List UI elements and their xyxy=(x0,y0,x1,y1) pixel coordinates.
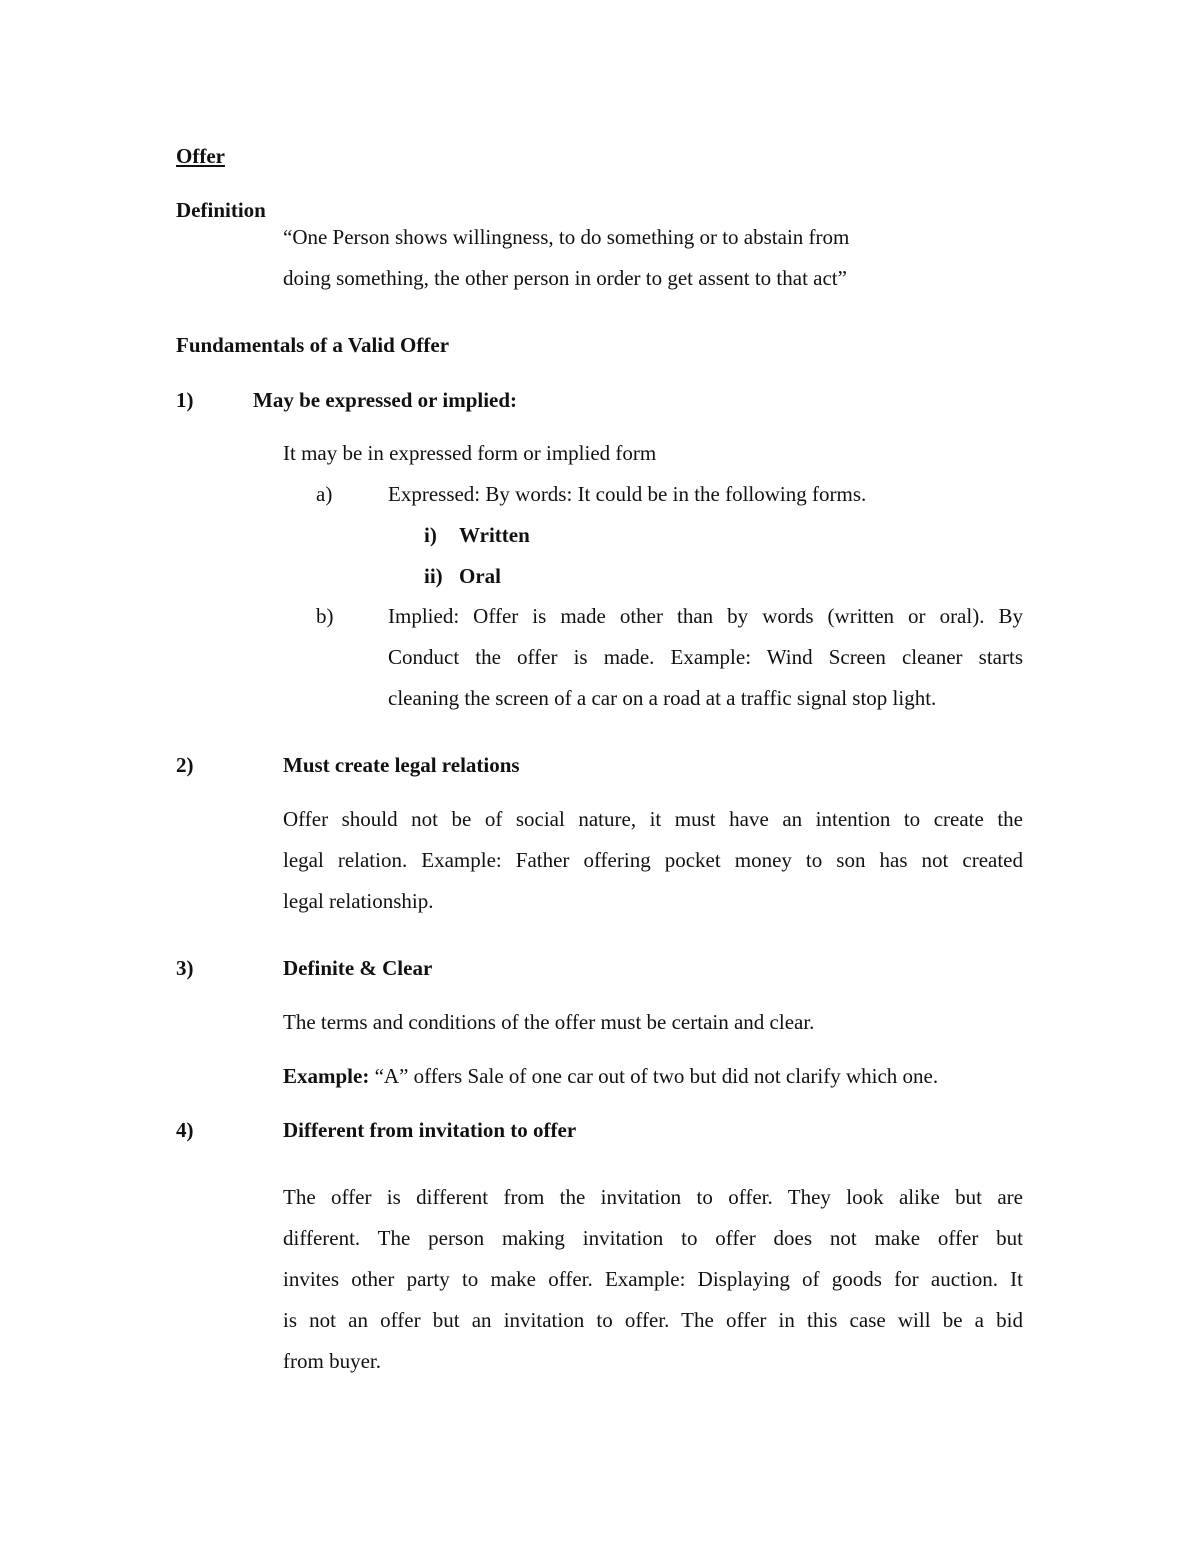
section-number: 2) xyxy=(176,753,194,777)
section-heading: Must create legal relations xyxy=(283,753,520,777)
page-title: Offer xyxy=(176,144,225,168)
section-number: 1) xyxy=(176,388,194,412)
section-number: 3) xyxy=(176,956,194,980)
section-number: 4) xyxy=(176,1118,194,1142)
definition-line: “One Person shows willingness, to do something or to abstain from xyxy=(283,225,850,249)
paragraph-line: from buyer. xyxy=(283,1349,381,1373)
section-heading: Different from invitation to offer xyxy=(283,1118,577,1142)
sublist-item-label: Written xyxy=(459,523,530,547)
section-heading: Definite & Clear xyxy=(283,956,433,980)
paragraph-line: invites other party to make offer. Example: Displaying of goods for auction. It xyxy=(283,1267,1023,1291)
list-item-text: Expressed: By words: It could be in the following forms. xyxy=(388,482,867,506)
list-item-text: Conduct the offer is made. Example: Wind Screen cleaner starts xyxy=(388,645,1023,669)
list-marker: a) xyxy=(316,482,333,506)
example-line xyxy=(283,1066,938,1087)
list-item-text: Implied: Offer is made other than by words (written or oral). By xyxy=(388,604,1023,628)
example-label: Example: xyxy=(283,1064,370,1088)
list-item-text: cleaning the screen of a car on a road at a traffic signal stop light. xyxy=(388,686,937,710)
fundamentals-heading: Fundamentals of a Valid Offer xyxy=(176,333,450,357)
paragraph-line: legal relation. Example: Father offering pocket money to son has not created xyxy=(283,848,1023,872)
definition-heading: Definition xyxy=(176,198,266,222)
list-marker: b) xyxy=(316,604,334,628)
paragraph-line: The offer is different from the invitation to offer. They look alike but are xyxy=(283,1185,1023,1209)
definition-line: doing something, the other person in order to get assent to that act” xyxy=(283,266,847,290)
section-intro: It may be in expressed form or implied form xyxy=(283,441,657,465)
paragraph-line: Offer should not be of social nature, it must have an intention to create the xyxy=(283,807,1023,831)
sublist-item-label: Oral xyxy=(459,564,501,588)
paragraph-line: The terms and conditions of the offer must be certain and clear. xyxy=(283,1010,815,1034)
paragraph-line: legal relationship. xyxy=(283,889,434,913)
example-text: “A” offers Sale of one car out of two but did not clarify which one. xyxy=(369,1064,939,1088)
sublist-marker: i) xyxy=(424,523,437,547)
sublist-marker: ii) xyxy=(424,564,443,588)
section-heading: May be expressed or implied: xyxy=(253,388,518,412)
paragraph-line: different. The person making invitation to offer does not make offer but xyxy=(283,1226,1023,1250)
paragraph-line: is not an offer but an invitation to offer. The offer in this case will be a bid xyxy=(283,1308,1023,1332)
